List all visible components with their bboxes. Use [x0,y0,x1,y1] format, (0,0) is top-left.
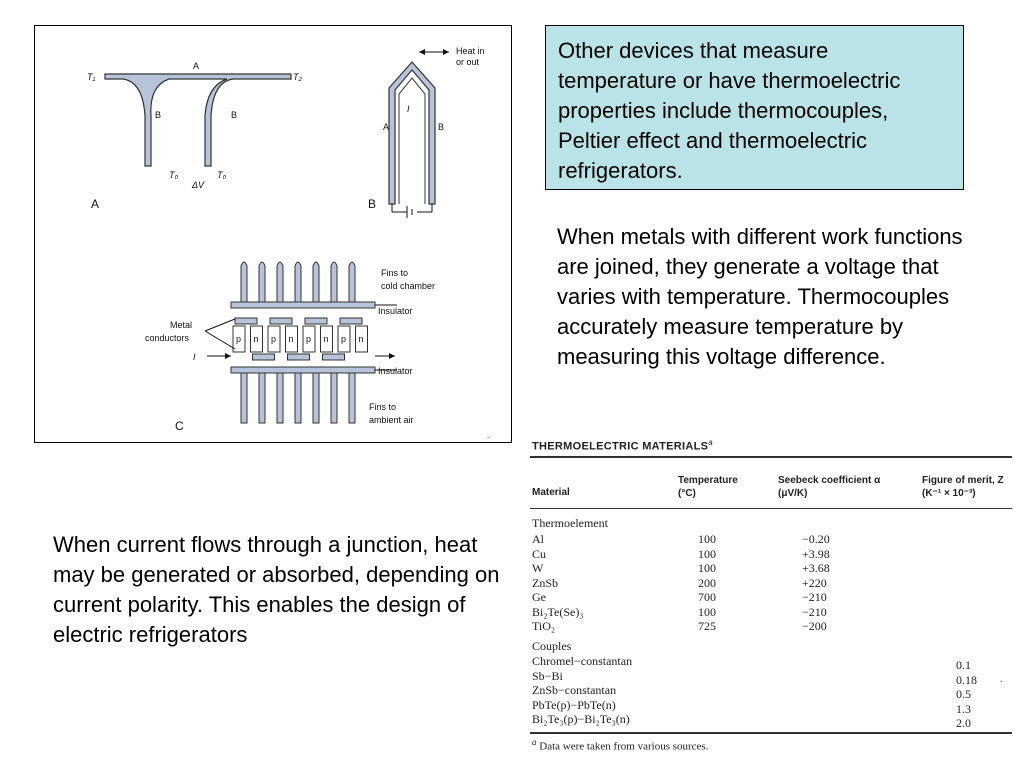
panel-b-label: B [368,197,377,211]
cell-material: ZnSb [532,575,559,590]
fin [313,262,319,302]
ambient-fins [241,373,355,423]
fin [277,262,283,302]
metal-label-line2: conductors [145,333,190,343]
heat-out-label: or out [456,57,480,67]
fin [349,262,355,302]
cell-material: Bi₂Te(Se)₃ [532,604,584,619]
cell-temp: 725 [698,619,716,633]
element-type-label: p [341,334,347,344]
element-type-label: n [288,334,294,344]
header-merit: Figure of merit, Z (K⁻¹ × 10⁻³) [922,475,1004,499]
table-top-rule [530,456,1012,458]
pn-elements [233,318,368,360]
cell-seebeck: −200 [802,619,827,633]
thermoelectric-materials-table [528,430,1014,760]
cell-material: Bi₂Te₃(p)−Bi₂Te₃(n) [532,712,630,726]
metal-label-line1: Metal [170,320,193,330]
element-type-label: n [253,334,259,344]
fin [331,262,337,302]
cell-material: Cu [532,546,547,561]
cell-material: Al [532,532,544,546]
element-type-label: n [323,334,329,344]
work-function-paragraph: When metals with different work functions are joined, they generate a voltage that varies with temperature. Thermocouples accurately measure temperature by measuring this voltage difference. [557,224,963,369]
fins-top-line1: Fins to [381,268,409,278]
fins-top-line2: cold chamber [381,281,436,291]
fins-bottom-line1: Fins to [369,402,397,412]
metal-connector [235,318,257,324]
leg-b-label: B [438,122,445,132]
cell-temp: 100 [698,604,716,619]
current-b-label: I [407,104,410,114]
cell-seebeck: −210 [802,590,827,604]
cell-seebeck: +3.68 [802,561,830,575]
panel-a-label: A [91,197,100,211]
cell-temp: 200 [698,575,716,590]
group-thermoelement: Thermoelement [532,516,608,530]
cell-temp: 700 [698,590,716,604]
element-type-label: p [236,334,242,344]
header-material: Material [532,487,570,498]
insulator-top-label: Insulator [378,306,413,316]
cell-material: Sb−Bi [532,668,563,683]
peltier-junction-diagram [368,46,485,218]
fin [259,373,265,423]
t2-label: T₂ [293,72,302,82]
metal-connector [340,318,362,324]
fin [331,373,337,423]
fin [259,262,265,302]
current-c-label: I [193,352,196,362]
fin [313,373,319,423]
cell-material: PbTe(p)−PbTe(n) [532,697,616,712]
bar-a-label: A [193,61,200,71]
fin [241,373,247,423]
cell-seebeck: +220 [802,575,827,590]
table-footnote: $^a$ Data were taken from various sources. [532,737,709,753]
group-couples: Couples [532,639,572,653]
leg-b-left-label: B [155,110,162,120]
heat-in-label: Heat in [456,46,485,56]
cell-temp: 100 [698,561,716,575]
cell-merit: 0.18 [956,672,977,687]
cell-temp: 100 [698,532,716,546]
header-temperature: Temperature (°C) [678,475,738,499]
fin [277,373,283,423]
peltier-paragraph: When current flows through a junction, heat may be generated or absorbed, depending on current polarity. This enables the design of electric refrigerators [53,532,500,647]
element-type-label: n [358,334,364,344]
cold-fins [241,262,355,302]
cell-merit: 1.3 [956,701,971,716]
metal-connector [305,318,327,324]
metal-connector [253,354,275,360]
header-seebeck: Seebeck coefficient α (μV/K) [778,475,881,499]
metal-connector [288,354,310,360]
fin [349,373,355,423]
table-header-rule [530,508,1012,509]
insulator-bottom-label: Insulator [378,366,413,376]
t1-label: T₁ [87,72,96,82]
t0-left-label: T₀ [169,170,179,180]
table-bottom-rule [530,732,1012,734]
cell-merit: 2.0 [956,716,971,730]
cell-seebeck: −210 [802,604,827,619]
leg-b-right-label: B [231,110,238,120]
thermocouple-diagram [87,61,302,211]
element-type-label: p [271,334,277,344]
panel-c-label: C [175,419,184,433]
stray-mark: . [1000,674,1003,685]
t0-right-label: T₀ [217,170,227,180]
cell-material: Ge [532,590,546,604]
cell-seebeck: −0.20 [802,532,830,546]
cell-material: W [532,561,544,575]
fin [241,262,247,302]
cell-temp: 100 [698,546,716,561]
cell-merit: 0.1 [956,658,971,672]
figure-mark: . [487,431,490,440]
cell-material: Chromel−constantan [532,654,633,668]
delta-v-label: ΔV [192,180,205,190]
cell-material: TiO₂ [532,619,556,633]
element-type-label: p [306,334,312,344]
metal-connector [323,354,345,360]
cell-seebeck: +3.98 [802,546,830,561]
cell-material: ZnSb−constantan [532,683,617,697]
table-title: THERMOELECTRIC MATERIALS$^a$ [532,438,714,453]
devices-callout: Other devices that measure temperature or have thermoelectric properties include thermocouples, Peltier effect and thermoelectric refrigerators. [545,25,964,190]
thermoelectric-figure [34,25,512,443]
fin [295,373,301,423]
leg-a-label: A [383,122,390,132]
fins-bottom-line2: ambient air [369,415,414,425]
cell-merit: 0.5 [956,687,971,701]
refrigerator-diagram [145,262,435,433]
metal-connector [270,318,292,324]
fin [295,262,301,302]
